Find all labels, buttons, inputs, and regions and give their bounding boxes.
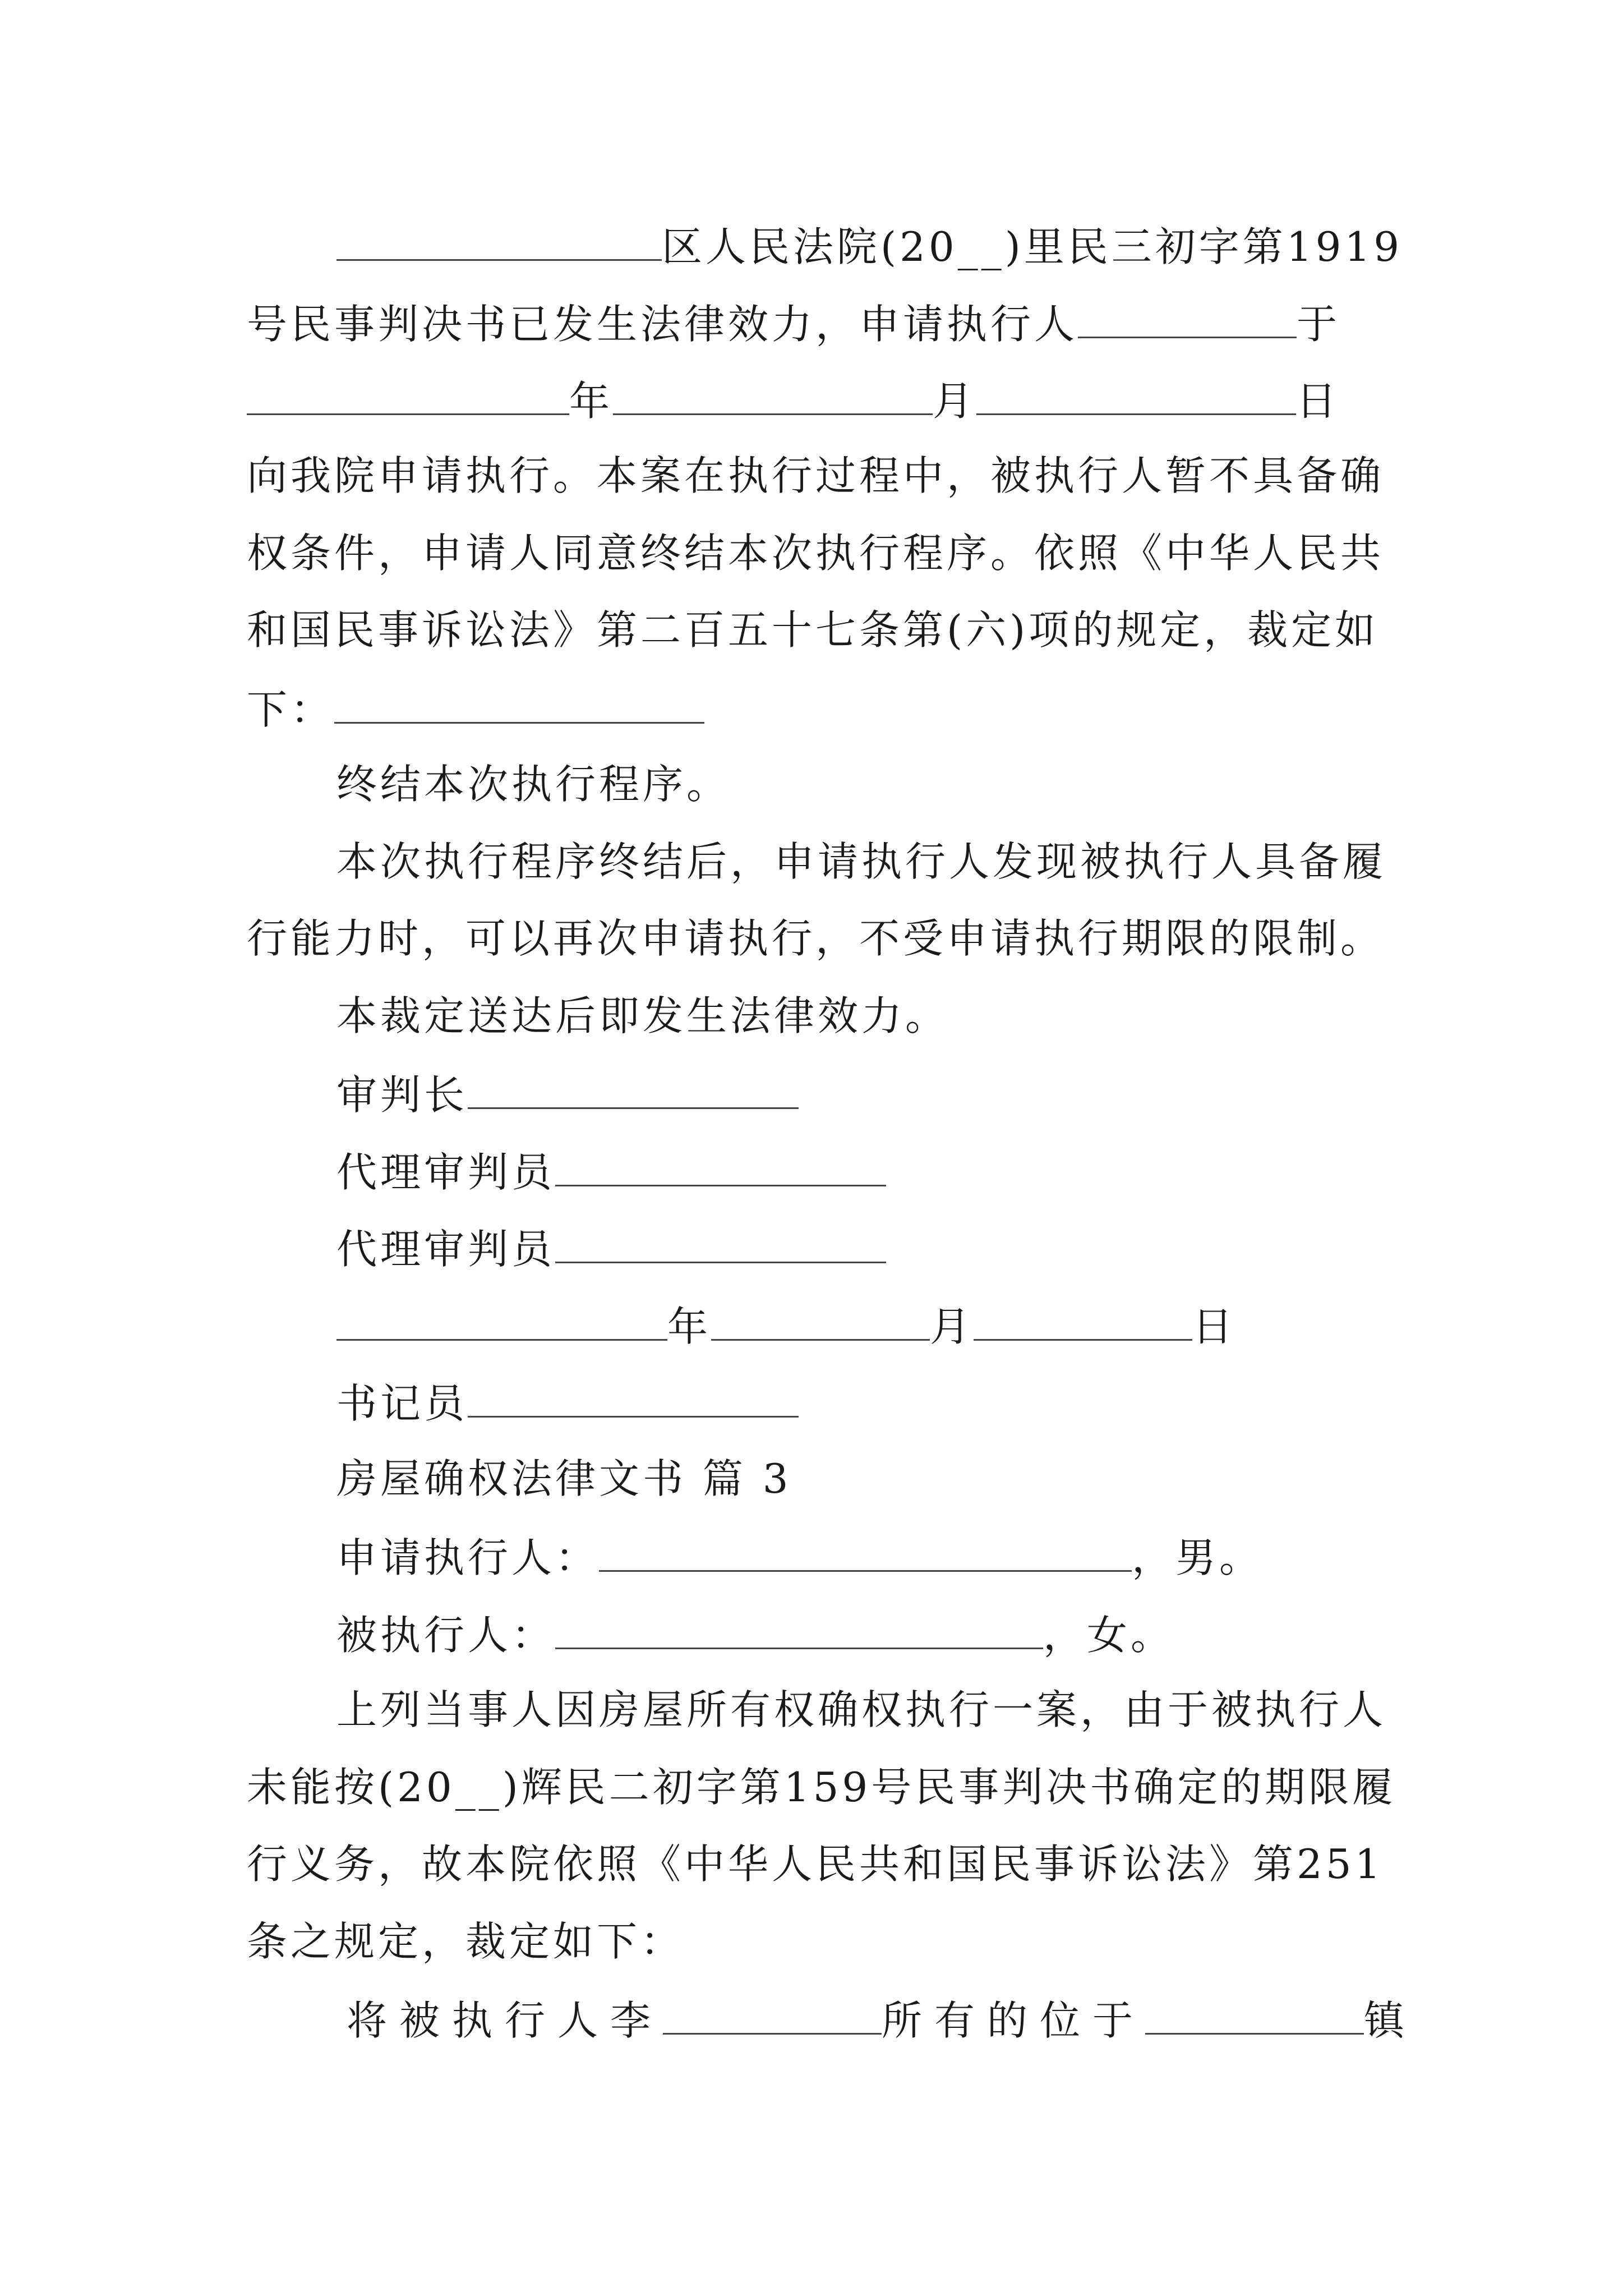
text-run: 本次执行程序终结后，申请执行人发现被执行人具备履 xyxy=(336,838,1387,885)
fill-blank xyxy=(468,1381,799,1418)
text-run: 镇 xyxy=(1364,1997,1417,2044)
text-run: 于 xyxy=(1297,301,1341,348)
fill-blank xyxy=(711,1304,930,1341)
signature-line xyxy=(336,1149,886,1196)
text-run: 年 xyxy=(569,378,614,425)
paragraph-line xyxy=(247,686,704,733)
fill-blank xyxy=(336,1304,667,1341)
text-run: 下： xyxy=(247,686,335,733)
text-run: 条之规定，裁定如下： xyxy=(247,1918,685,1965)
text-run: 房屋确权法律文书 篇 3 xyxy=(336,1455,792,1502)
paragraph-line xyxy=(336,1686,1387,1733)
fill-blank xyxy=(974,1304,1192,1341)
text-run: 书记员 xyxy=(336,1380,468,1427)
text-run: ，男。 xyxy=(1132,1534,1264,1581)
fill-blank xyxy=(1145,1998,1364,2035)
fill-blank xyxy=(599,1535,1132,1572)
fill-blank xyxy=(555,1613,1043,1649)
signature-line xyxy=(336,1226,886,1273)
text-run: 年 xyxy=(667,1303,712,1350)
paragraph-line xyxy=(247,530,1385,577)
party-line xyxy=(336,1612,1175,1659)
paragraph-line xyxy=(347,1997,1417,2044)
text-run: 未能按(20__)辉民二初字第159号民事判决书确定的期限履 xyxy=(247,1764,1396,1811)
fill-blank xyxy=(247,379,569,415)
text-run: 上列当事人因房屋所有权确权执行一案，由于被执行人 xyxy=(336,1686,1387,1733)
text-run: 本裁定送达后即发生法律效力。 xyxy=(336,992,949,1039)
text-run: 月 xyxy=(930,1303,974,1350)
text-run: 号民事判决书已发生法律效力，申请执行人 xyxy=(247,301,1078,348)
text-run: 所有的位于 xyxy=(882,1997,1146,2044)
fill-blank xyxy=(468,1073,799,1109)
fill-blank xyxy=(555,1150,886,1186)
paragraph-line xyxy=(336,838,1387,885)
fill-blank xyxy=(976,379,1296,415)
paragraph-line xyxy=(247,915,1385,962)
text-run: 日 xyxy=(1296,378,1340,425)
fill-blank xyxy=(1078,302,1297,338)
text-run: 审判长 xyxy=(336,1071,468,1119)
text-run: 月 xyxy=(933,378,977,425)
paragraph-line xyxy=(336,992,949,1039)
text-run: 行能力时，可以再次申请执行，不受申请执行期限的限制。 xyxy=(247,915,1385,962)
text-run: 申请执行人： xyxy=(336,1534,600,1581)
text-run: 权条件，申请人同意终结本次执行程序。依照《中华人民共 xyxy=(247,530,1385,577)
text-run: 将被执行人李 xyxy=(347,1997,663,2044)
paragraph-line xyxy=(247,1841,1384,1888)
text-run: ，女。 xyxy=(1043,1612,1175,1659)
text-run: 区人民法院(20__)里民三初字第1919 xyxy=(662,223,1403,270)
paragraph-line xyxy=(247,452,1385,499)
text-run: 终结本次执行程序。 xyxy=(336,761,731,808)
fill-blank xyxy=(613,379,933,415)
fill-blank xyxy=(336,224,662,261)
paragraph-line xyxy=(247,1764,1396,1811)
text-run: 被执行人： xyxy=(336,1612,556,1659)
text-run: 和国民事诉讼法》第二百五十七条第(六)项的规定，裁定如 xyxy=(247,606,1379,654)
date-line xyxy=(336,1303,1237,1350)
fill-blank xyxy=(663,1998,882,2035)
paragraph-line xyxy=(336,761,731,808)
section-heading xyxy=(336,1455,792,1502)
party-line xyxy=(336,1534,1264,1581)
paragraph-line xyxy=(247,1918,685,1965)
signature-line xyxy=(336,1071,799,1119)
text-run: 代理审判员 xyxy=(336,1149,556,1196)
text-run: 代理审判员 xyxy=(336,1226,556,1273)
text-run: 行义务，故本院依照《中华人民共和国民事诉讼法》第251 xyxy=(247,1841,1384,1888)
text-run: 日 xyxy=(1192,1303,1237,1350)
signature-line xyxy=(336,1380,799,1427)
paragraph-line xyxy=(247,378,1340,425)
fill-blank xyxy=(555,1227,886,1263)
paragraph-line xyxy=(336,223,1403,270)
paragraph-line xyxy=(247,301,1341,348)
text-run: 向我院申请执行。本案在执行过程中，被执行人暂不具备确 xyxy=(247,452,1385,499)
fill-blank xyxy=(334,687,704,724)
paragraph-line xyxy=(247,606,1379,654)
